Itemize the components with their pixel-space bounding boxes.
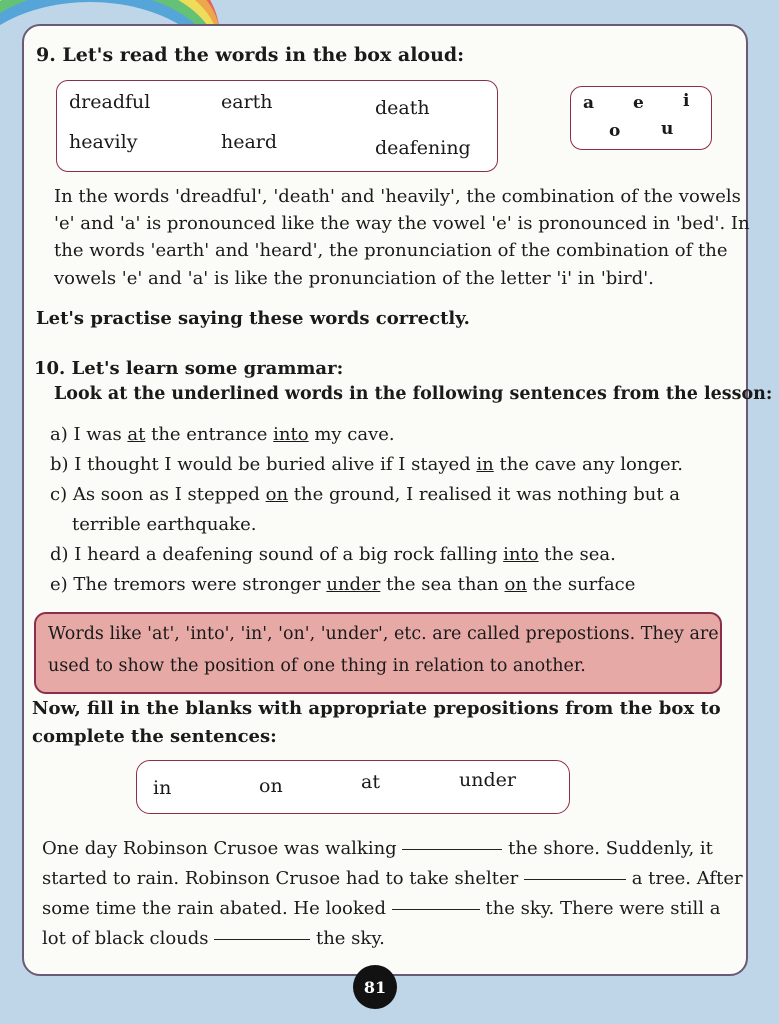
- para-line-1: In the words 'dreadful', 'death' and 'heavily', the combination of the vowels: [54, 186, 741, 207]
- option-at: at: [361, 771, 380, 793]
- vowel-a: a: [583, 93, 595, 113]
- section-10-heading: 10. Let's learn some grammar:: [34, 358, 344, 379]
- preposition-options-box: [136, 760, 570, 814]
- sentence-d: d) I heard a deafening sound of a big rock falling into the sea.: [50, 544, 616, 565]
- word-deafening: deafening: [375, 137, 471, 159]
- option-under: under: [459, 769, 516, 791]
- sentence-b: b) I thought I would be buried alive if I stayed in the cave any longer.: [50, 454, 683, 475]
- para-line-4: vowels 'e' and 'a' is like the pronunciation of the letter 'i' in 'bird'.: [54, 268, 654, 289]
- blank-2[interactable]: [524, 878, 626, 880]
- story-line-1: One day Robinson Crusoe was walking the shore. Suddenly, it: [42, 838, 713, 859]
- sentence-a: a) I was at the entrance into my cave.: [50, 424, 395, 445]
- vowel-u: u: [661, 119, 674, 139]
- option-in: in: [153, 777, 172, 799]
- word-heavily: heavily: [69, 131, 138, 153]
- blank-4[interactable]: [214, 938, 310, 940]
- blank-1[interactable]: [402, 848, 502, 850]
- blank-3[interactable]: [392, 908, 480, 910]
- section-9-heading: 9. Let's read the words in the box aloud:: [36, 44, 465, 66]
- story-line-2: started to rain. Robinson Crusoe had to take shelter a tree. After: [42, 868, 743, 889]
- word-heard: heard: [221, 131, 278, 153]
- story-line-3: some time the rain abated. He looked the sky. There were still a: [42, 898, 721, 919]
- practise-instruction: Let's practise saying these words correctly.: [36, 308, 470, 329]
- para-line-2: 'e' and 'a' is pronounced like the way the vowel 'e' is pronounced in 'bed'. In: [54, 213, 750, 234]
- grammar-instruction: Look at the underlined words in the following sentences from the lesson:: [54, 384, 773, 404]
- preposition-definition-callout: [34, 612, 722, 694]
- fill-instruction-line-2: complete the sentences:: [32, 726, 277, 747]
- word-earth: earth: [221, 91, 273, 113]
- sentence-c-line-2: terrible earthquake.: [72, 514, 257, 535]
- option-on: on: [259, 775, 283, 797]
- vowel-box: [570, 86, 712, 150]
- word-death: death: [375, 97, 430, 119]
- page-number: 81: [353, 965, 397, 1009]
- sentence-e: e) The tremors were stronger under the sea than on the surface: [50, 574, 636, 595]
- para-line-3: the words 'earth' and 'heard', the pronunciation of the combination of the: [54, 240, 728, 261]
- vowel-o: o: [609, 121, 621, 141]
- callout-line-2: used to show the position of one thing in relation to another.: [48, 656, 586, 676]
- vowel-i: i: [683, 91, 690, 111]
- fill-instruction-line-1: Now, fill in the blanks with appropriate prepositions from the box to: [32, 698, 721, 719]
- callout-line-1: Words like 'at', 'into', 'in', 'on', 'under', etc. are called prepostions. They are: [48, 624, 719, 644]
- sentence-c: c) As soon as I stepped on the ground, I realised it was nothing but a: [50, 484, 681, 505]
- vowel-e: e: [633, 93, 644, 113]
- worksheet-page: [22, 24, 773, 976]
- word-dreadful: dreadful: [69, 91, 151, 113]
- word-box: [56, 80, 498, 172]
- story-line-4: lot of black clouds the sky.: [42, 928, 385, 949]
